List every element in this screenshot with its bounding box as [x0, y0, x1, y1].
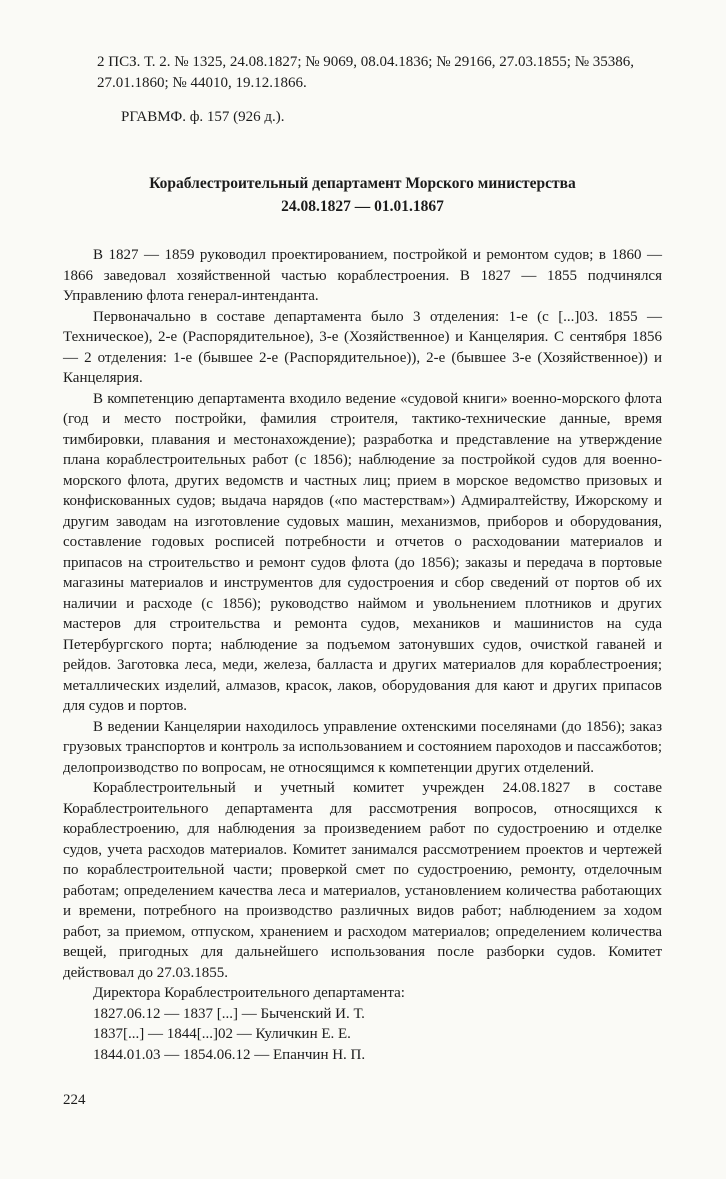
- director-entry-2: 1837[...] — 1844[...]02 — Куличкин Е. Е.: [93, 1026, 351, 1042]
- source-references: 2 ПСЗ. Т. 2. № 1325, 24.08.1827; № 9069, 08.04.1836; № 29166, 27.03.1855; № 35386, 27.01.1860; № 44010, 19.12.1866.: [97, 54, 635, 91]
- article-title-dates: 24.08.1827 — 01.01.1867: [281, 198, 444, 215]
- article-title-text: Кораблестроительный департамент Морского министерства: [149, 175, 576, 192]
- archive-reference: РГАВМФ. ф. 157 (926 д.).: [121, 109, 285, 125]
- paragraph-competence: В компетенцию департамента входило ведение «судовой книги» военно-морского флота (год и место постройки, фамилия строителя, тактико-технические данные, время тимбировки, плавания и местонахождение); разработка и представление на утверждение плана кораблестроительных работ (с 1856); наблюдение за постройкой судов для военно-морского флота, других ведомств и частных лиц; прием в морское ведомство призовых и конфискованных судов; выдача нарядов («по мастерствам») Адмиралтейству, Ижорскому и другим заводам на изготовление судовых машин, механизмов, приборов и оборудования, составление годовых росписей потребности и отчетов о расходовании материалов и припасов на строительство и ремонт судов флота (до 1856); заказы и передача в портовые магазины материалов и инструментов для судостроения и сбор сведений от портов об их наличии и расходе (с 1856); руководство наймом и увольнением плотников и других мастеров для строительства и ремонта судов, механиков и машинистов на суда Петербургского порта; наблюдение за подъемом затонувших судов, очисткой гаваней и рейдов. Заготовка леса, меди, железа, балласта и других материалов для кораблестроения; металлических изделий, алмазов, красок, лаков, оборудования для кают и других припасов для судов и портов.: [63, 390, 662, 714]
- paragraph-overview: В 1827 — 1859 руководил проектированием, постройкой и ремонтом судов; в 1860 — 1866 заведовал хозяйственной частью кораблестроения. В 1827 — 1855 подчинялся Управлению флота генерал-интенданта.: [63, 247, 662, 304]
- director-entry-1: 1827.06.12 — 1837 [...] — Быченский И. Т.: [93, 1005, 365, 1022]
- paragraph-committee: Кораблестроительный и учетный комитет учрежден 24.08.1827 в составе Кораблестроительного департамента для рассмотрения вопросов, относящихся к кораблестроению, для наблюдения за произведением работ по судостроению и отделке судов, учета расходов материалов. Комитет занимался рассмотрением проектов и чертежей по кораблестроительной части; проверкой смет по судостроению, ремонту, отделочным работам; определением качества леса и материалов, установлением количества работающих и времени, потребного на производство различных видов работ; наблюдением за ходом работ, за приемом, отпуском, хранением и расходом материалов; определением количества вещей, пригодных для дальнейшего использования после разборки судов. Комитет действовал до 27.03.1855.: [63, 780, 662, 981]
- page-number: 224: [63, 1092, 86, 1108]
- paragraph-structure: Первоначально в составе департамента было 3 отделения: 1-е (с [...]03. 1855 — Техническое), 2-е (Распорядительное), 3-е (Хозяйственное) и Канцелярия. С сентября 1856 — 2 отделения: 1-е (бывшее 2-е (Распорядительное)), 2-е (бывшее 3-е (Хозяйственное)) и Канцелярия.: [63, 308, 662, 386]
- article-body: [63, 245, 662, 1065]
- directors-heading: Директора Кораблестроительного департамента:: [93, 985, 405, 1001]
- director-entry-3: 1844.01.03 — 1854.06.12 — Епанчин Н. П.: [93, 1046, 366, 1063]
- paragraph-chancellery: В ведении Канцелярии находилось управление охтенскими поселянами (до 1856); заказ грузовых транспортов и контроль за использованием и состоянием пароходов и пассажботов; делопроизводство по вопросам, не относящимся к компетенции других отделений.: [63, 718, 662, 776]
- article-title: [63, 172, 662, 218]
